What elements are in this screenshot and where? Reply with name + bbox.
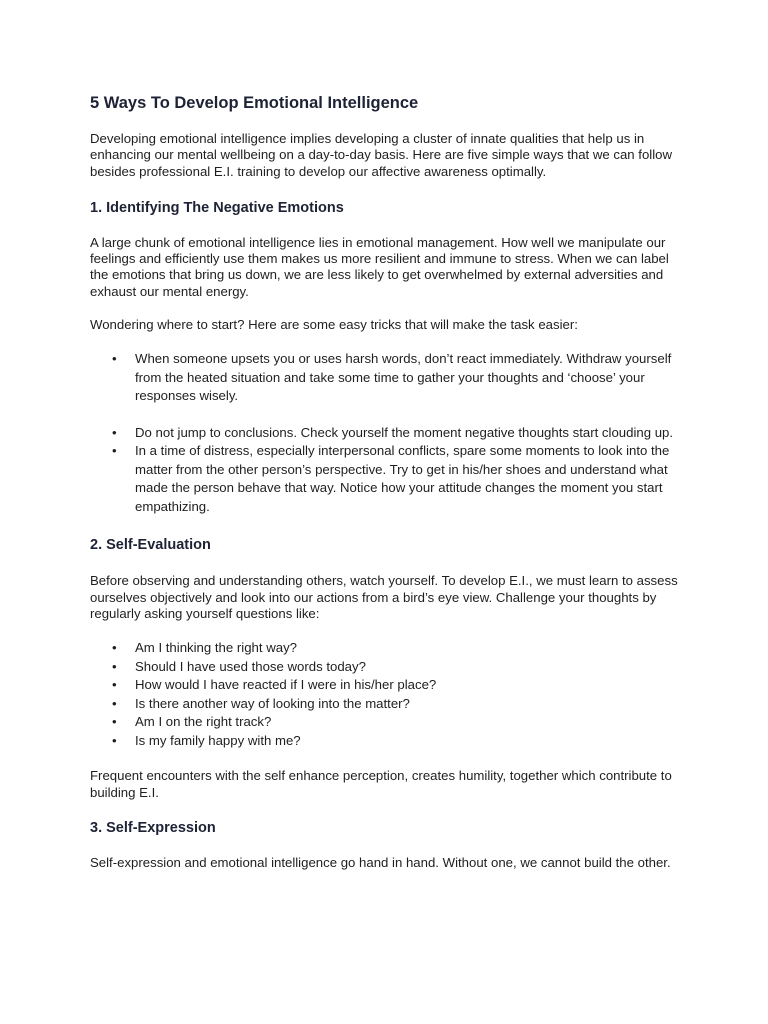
list-item-text: Am I on the right track? (135, 714, 272, 730)
list-item (90, 676, 690, 695)
article-title: 5 Ways To Develop Emotional Intelligence (90, 94, 419, 112)
bullet-icon: • (112, 640, 117, 656)
bullet-icon: • (112, 695, 117, 711)
list-item-text: How would I have reacted if I were in his/her place? (135, 677, 437, 693)
list-item (90, 442, 690, 516)
intro-paragraph: Developing emotional intelligence implies developing a cluster of innate qualities that help us in enhancing our mental wellbeing on a day-to-day basis. Here are five simple ways that we can follow besides professional E.I. training to develop our affective awareness optimally. (90, 131, 673, 179)
list-item (90, 713, 690, 732)
list-item-text: Am I thinking the right way? (135, 640, 297, 656)
list-item-text: Do not jump to conclusions. Check yourself the moment negative thoughts start clouding up. (135, 424, 674, 440)
list-item (90, 639, 690, 658)
article-body (90, 92, 690, 871)
list-item-text: When someone upsets you or uses harsh words, don’t react immediately. Withdraw yourself from the heated situation and take some time to gather your thoughts and ‘choose’ your responses wisely. (135, 351, 672, 404)
section-2-heading: 2. Self-Evaluation (90, 537, 211, 554)
list-item-text: In a time of distress, especially interpersonal conflicts, spare some moments to look into the matter from the other person’s perspective. Try to get in his/her shoes and understand what made the person behave that way. Notice how your attitude changes the moment you start empathizing. (135, 443, 670, 514)
list-item (90, 732, 690, 751)
list-item-text: Is there another way of looking into the matter? (135, 695, 410, 711)
list-item (90, 350, 690, 406)
bullet-icon: • (112, 443, 117, 459)
section-1-paragraph-2: Wondering where to start? Here are some easy tricks that will make the task easier: (90, 317, 578, 333)
bullet-icon: • (112, 732, 117, 748)
section-3-paragraph-1: Self-expression and emotional intelligence go hand in hand. Without one, we cannot build the other. (90, 854, 671, 870)
section-1-heading: 1. Identifying The Negative Emotions (90, 199, 344, 216)
section-3-heading: 3. Self-Expression (90, 819, 216, 836)
section-2-question-list (90, 639, 690, 750)
bullet-icon: • (112, 677, 117, 693)
bullet-icon: • (112, 714, 117, 730)
list-item (90, 424, 690, 443)
section-2-paragraph-2: Frequent encounters with the self enhance perception, creates humility, together which contribute to building E.I. (90, 768, 672, 800)
bullet-icon: • (112, 351, 117, 367)
section-2-paragraph-1: Before observing and understanding others, watch yourself. To develop E.I., we must learn to assess ourselves objectively and look into our actions from a bird’s eye view. Challenge your thoughts by regularly asking yourself questions like: (90, 573, 678, 621)
section-1-bullet-list-a (90, 350, 690, 406)
section-1-paragraph-1: A large chunk of emotional intelligence lies in emotional management. How well we manipulate our feelings and efficiently use them makes us more resilient and immune to stress. When we can label the emotions that bring us down, we are less likely to get overwhelmed by external adversities and exhaust our mental energy. (90, 234, 669, 299)
bullet-icon: • (112, 424, 117, 440)
section-1-bullet-list-b (90, 424, 690, 517)
list-item-text: Is my family happy with me? (135, 732, 301, 748)
list-item-text: Should I have used those words today? (135, 658, 366, 674)
list-item (90, 695, 690, 714)
list-item (90, 658, 690, 677)
bullet-icon: • (112, 658, 117, 674)
